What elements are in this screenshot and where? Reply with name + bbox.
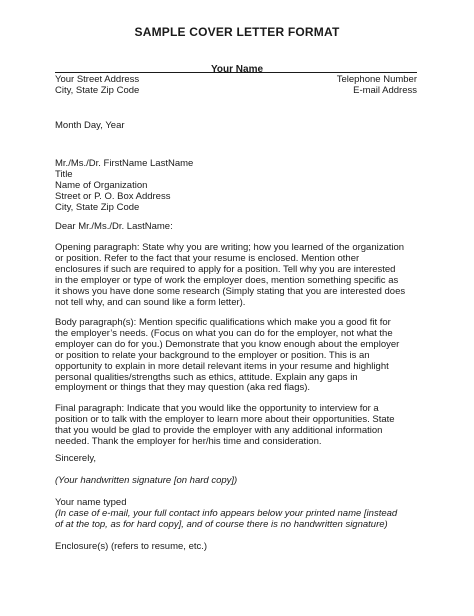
recipient-block [55,159,420,214]
paragraph-line: enclosures if such are required to apply for a position. Tell why you are interested [55,263,396,275]
sender-phone: Telephone Number [336,74,417,85]
sender-contact [337,74,417,96]
header-divider [55,72,417,73]
sender-name: Your Name [210,64,264,75]
letter-date: Month Day, Year [55,120,125,131]
recipient-street: Street or P. O. Box Address [55,190,171,202]
body-paragraph [55,318,420,394]
paragraph-line: opportunity to explain in more detail relevant items in your resume and highlight [55,360,389,372]
signature-line: (Your handwritten signature [on hard copy]) [55,475,238,486]
email-note [55,509,420,531]
paragraph-line: it shows you have done some research (Simply stating that you are interested does [55,285,406,297]
final-paragraph [55,404,420,448]
paragraph-line: position or to talk with the employer to learn more about their opportunities. State [55,413,395,425]
paragraph-line: not tell why, and can sound like a form letter). [55,296,246,308]
opening-paragraph [55,243,420,308]
recipient-organization: Name of Organization [55,179,148,191]
email-note-line: of at the top, as for hard copy], and of course there is no handwritten signature) [55,518,388,530]
email-note-line: (In case of e-mail, your full contact info appears below your printed name [instead [55,508,398,519]
paragraph-line: Body paragraph(s): Mention specific qualifications which make you a good fit for [55,317,391,328]
recipient-title: Title [55,168,73,180]
sender-email: E-mail Address [353,85,417,96]
paragraph-line: employer can do for you.) Demonstrate that you know enough about the employer [55,338,400,350]
paragraph-line: employment or things that they may question (aka red flags). [55,382,311,394]
enclosures: Enclosure(s) (refers to resume, etc.) [55,541,208,552]
recipient-name: Mr./Ms./Dr. FirstName LastName [55,158,194,169]
sender-city: City, State Zip Code [55,85,140,96]
closing: Sincerely, [55,453,97,464]
recipient-city: City, State Zip Code [55,201,140,213]
paragraph-line: that you would be glad to provide the employer with any additional information [55,424,383,436]
document-title: SAMPLE COVER LETTER FORMAT [134,25,340,39]
sender-address [55,74,139,96]
paragraph-line: in the employer or type of work the employer does, mention something specific as [55,274,399,286]
paragraph-line: or position to relate your background to the employer or position. This is an [55,349,370,361]
salutation: Dear Mr./Ms./Dr. LastName: [55,221,173,232]
sender-street: Your Street Address [55,74,140,85]
paragraph-line: or position. Refer to the fact that your resume is enclosed. Mention other [55,252,360,264]
paragraph-line: personal qualities/strengths such as ethics, attitude. Explain any gaps in [55,371,358,383]
paragraph-line: Opening paragraph: State why you are writing; how you learned of the organization [55,242,405,253]
paragraph-line: Final paragraph: Indicate that you would like the opportunity to interview for a [55,403,379,414]
typed-name: Your name typed [55,497,127,508]
paragraph-line: the employer’s needs. (Focus on what you can do for the employer, not what the [55,327,393,339]
paragraph-line: needed. Thank the employer for her/his time and consideration. [55,435,322,447]
